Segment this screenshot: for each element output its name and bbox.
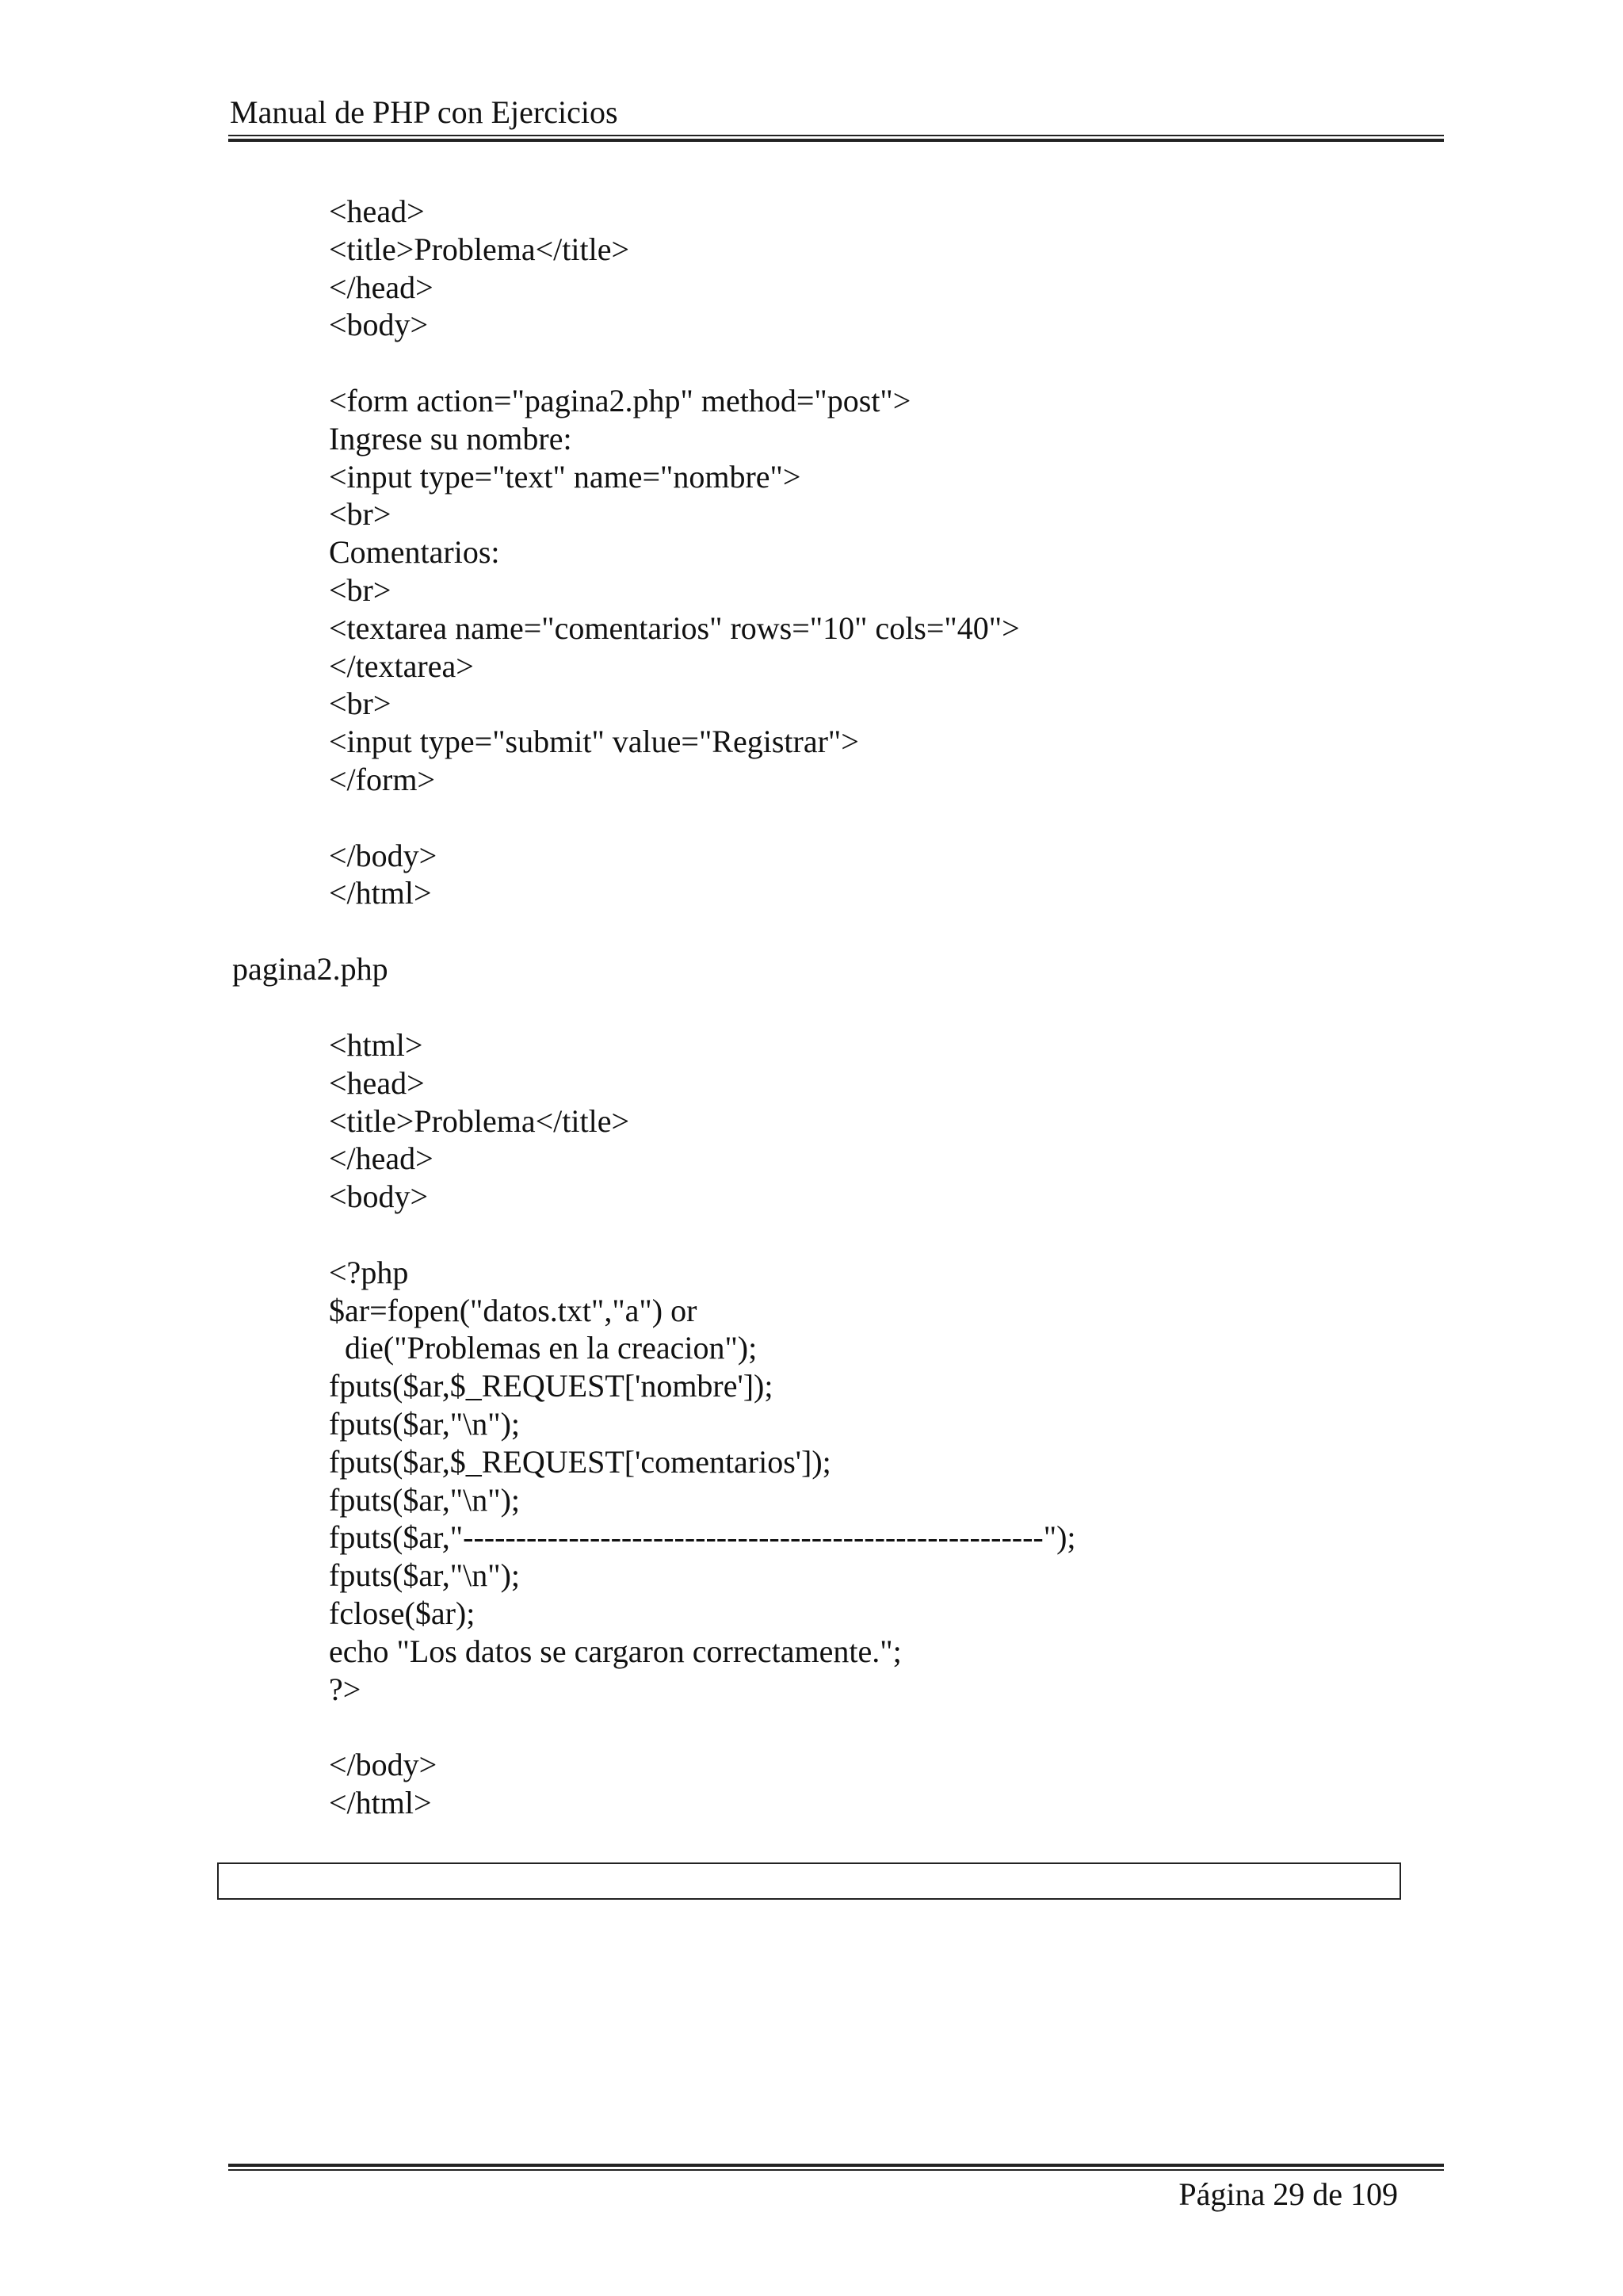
code-line: die("Problemas en la creacion");	[329, 1330, 758, 1366]
code-line: </body>	[329, 837, 437, 873]
code-line: fputs($ar,"\n");	[329, 1405, 520, 1442]
header-rule-thin-line	[228, 135, 1444, 136]
code-line: <body>	[329, 1179, 429, 1215]
code-line: fputs($ar,$_REQUEST['comentarios']);	[329, 1443, 831, 1480]
code-line: </textarea>	[329, 648, 474, 684]
code-line	[329, 799, 1020, 837]
code-line: </html>	[329, 1784, 432, 1820]
code-line: <head>	[329, 1064, 425, 1101]
code-line	[329, 1216, 1076, 1254]
code-line: </form>	[329, 761, 435, 797]
code-line: echo "Los datos se cargaron correctamente.";	[329, 1633, 902, 1669]
code-line: <form action="pagina2.php" method="post">	[329, 382, 911, 418]
code-line: fputs($ar,"\n");	[329, 1481, 520, 1518]
code-line: <head>	[329, 193, 425, 229]
code-line: Comentarios:	[329, 534, 500, 571]
footer-rule-thin-line	[228, 2169, 1444, 2171]
code-line: fputs($ar,$_REQUEST['nombre']);	[329, 1368, 773, 1404]
footer-rule-thick-line	[228, 2164, 1444, 2167]
code-line: fclose($ar);	[329, 1595, 475, 1631]
code-line: <br>	[329, 571, 391, 608]
code-line: $ar=fopen("datos.txt","a") or	[329, 1292, 697, 1328]
code-line: Ingrese su nombre:	[329, 420, 572, 457]
code-line: </head>	[329, 1140, 433, 1177]
code-line: <br>	[329, 686, 391, 722]
page-number: Página 29 de 109	[1178, 2176, 1398, 2212]
code-line: </body>	[329, 1747, 437, 1783]
code-line: fputs($ar,"-------------------------------------------------------");	[329, 1519, 1076, 1556]
code-listing-pagina2	[329, 1026, 1076, 1822]
code-line	[329, 1708, 1076, 1746]
code-line: </head>	[329, 269, 433, 305]
code-line: </html>	[329, 875, 432, 911]
code-line: <body>	[329, 307, 429, 343]
code-listing-form-page	[329, 193, 1020, 912]
code-line: <title>Problema</title>	[329, 231, 630, 267]
code-line: <input type="submit" value="Registrar">	[329, 724, 859, 760]
code-line: <?php	[329, 1254, 409, 1290]
code-line: <html>	[329, 1027, 423, 1063]
empty-bordered-box	[217, 1862, 1401, 1900]
page-header-title: Manual de PHP con Ejercicios	[230, 94, 618, 130]
header-rule-thick-line	[228, 139, 1444, 142]
code-line: <textarea name="comentarios" rows="10" cols="40">	[329, 609, 1020, 646]
code-line: <input type="text" name="nombre">	[329, 458, 801, 495]
code-line: ?>	[329, 1671, 361, 1707]
code-line: <br>	[329, 496, 391, 533]
section-label-pagina2: pagina2.php	[232, 951, 388, 987]
code-line: fputs($ar,"\n");	[329, 1557, 520, 1594]
code-line	[329, 344, 1020, 382]
code-line: <title>Problema</title>	[329, 1102, 630, 1139]
